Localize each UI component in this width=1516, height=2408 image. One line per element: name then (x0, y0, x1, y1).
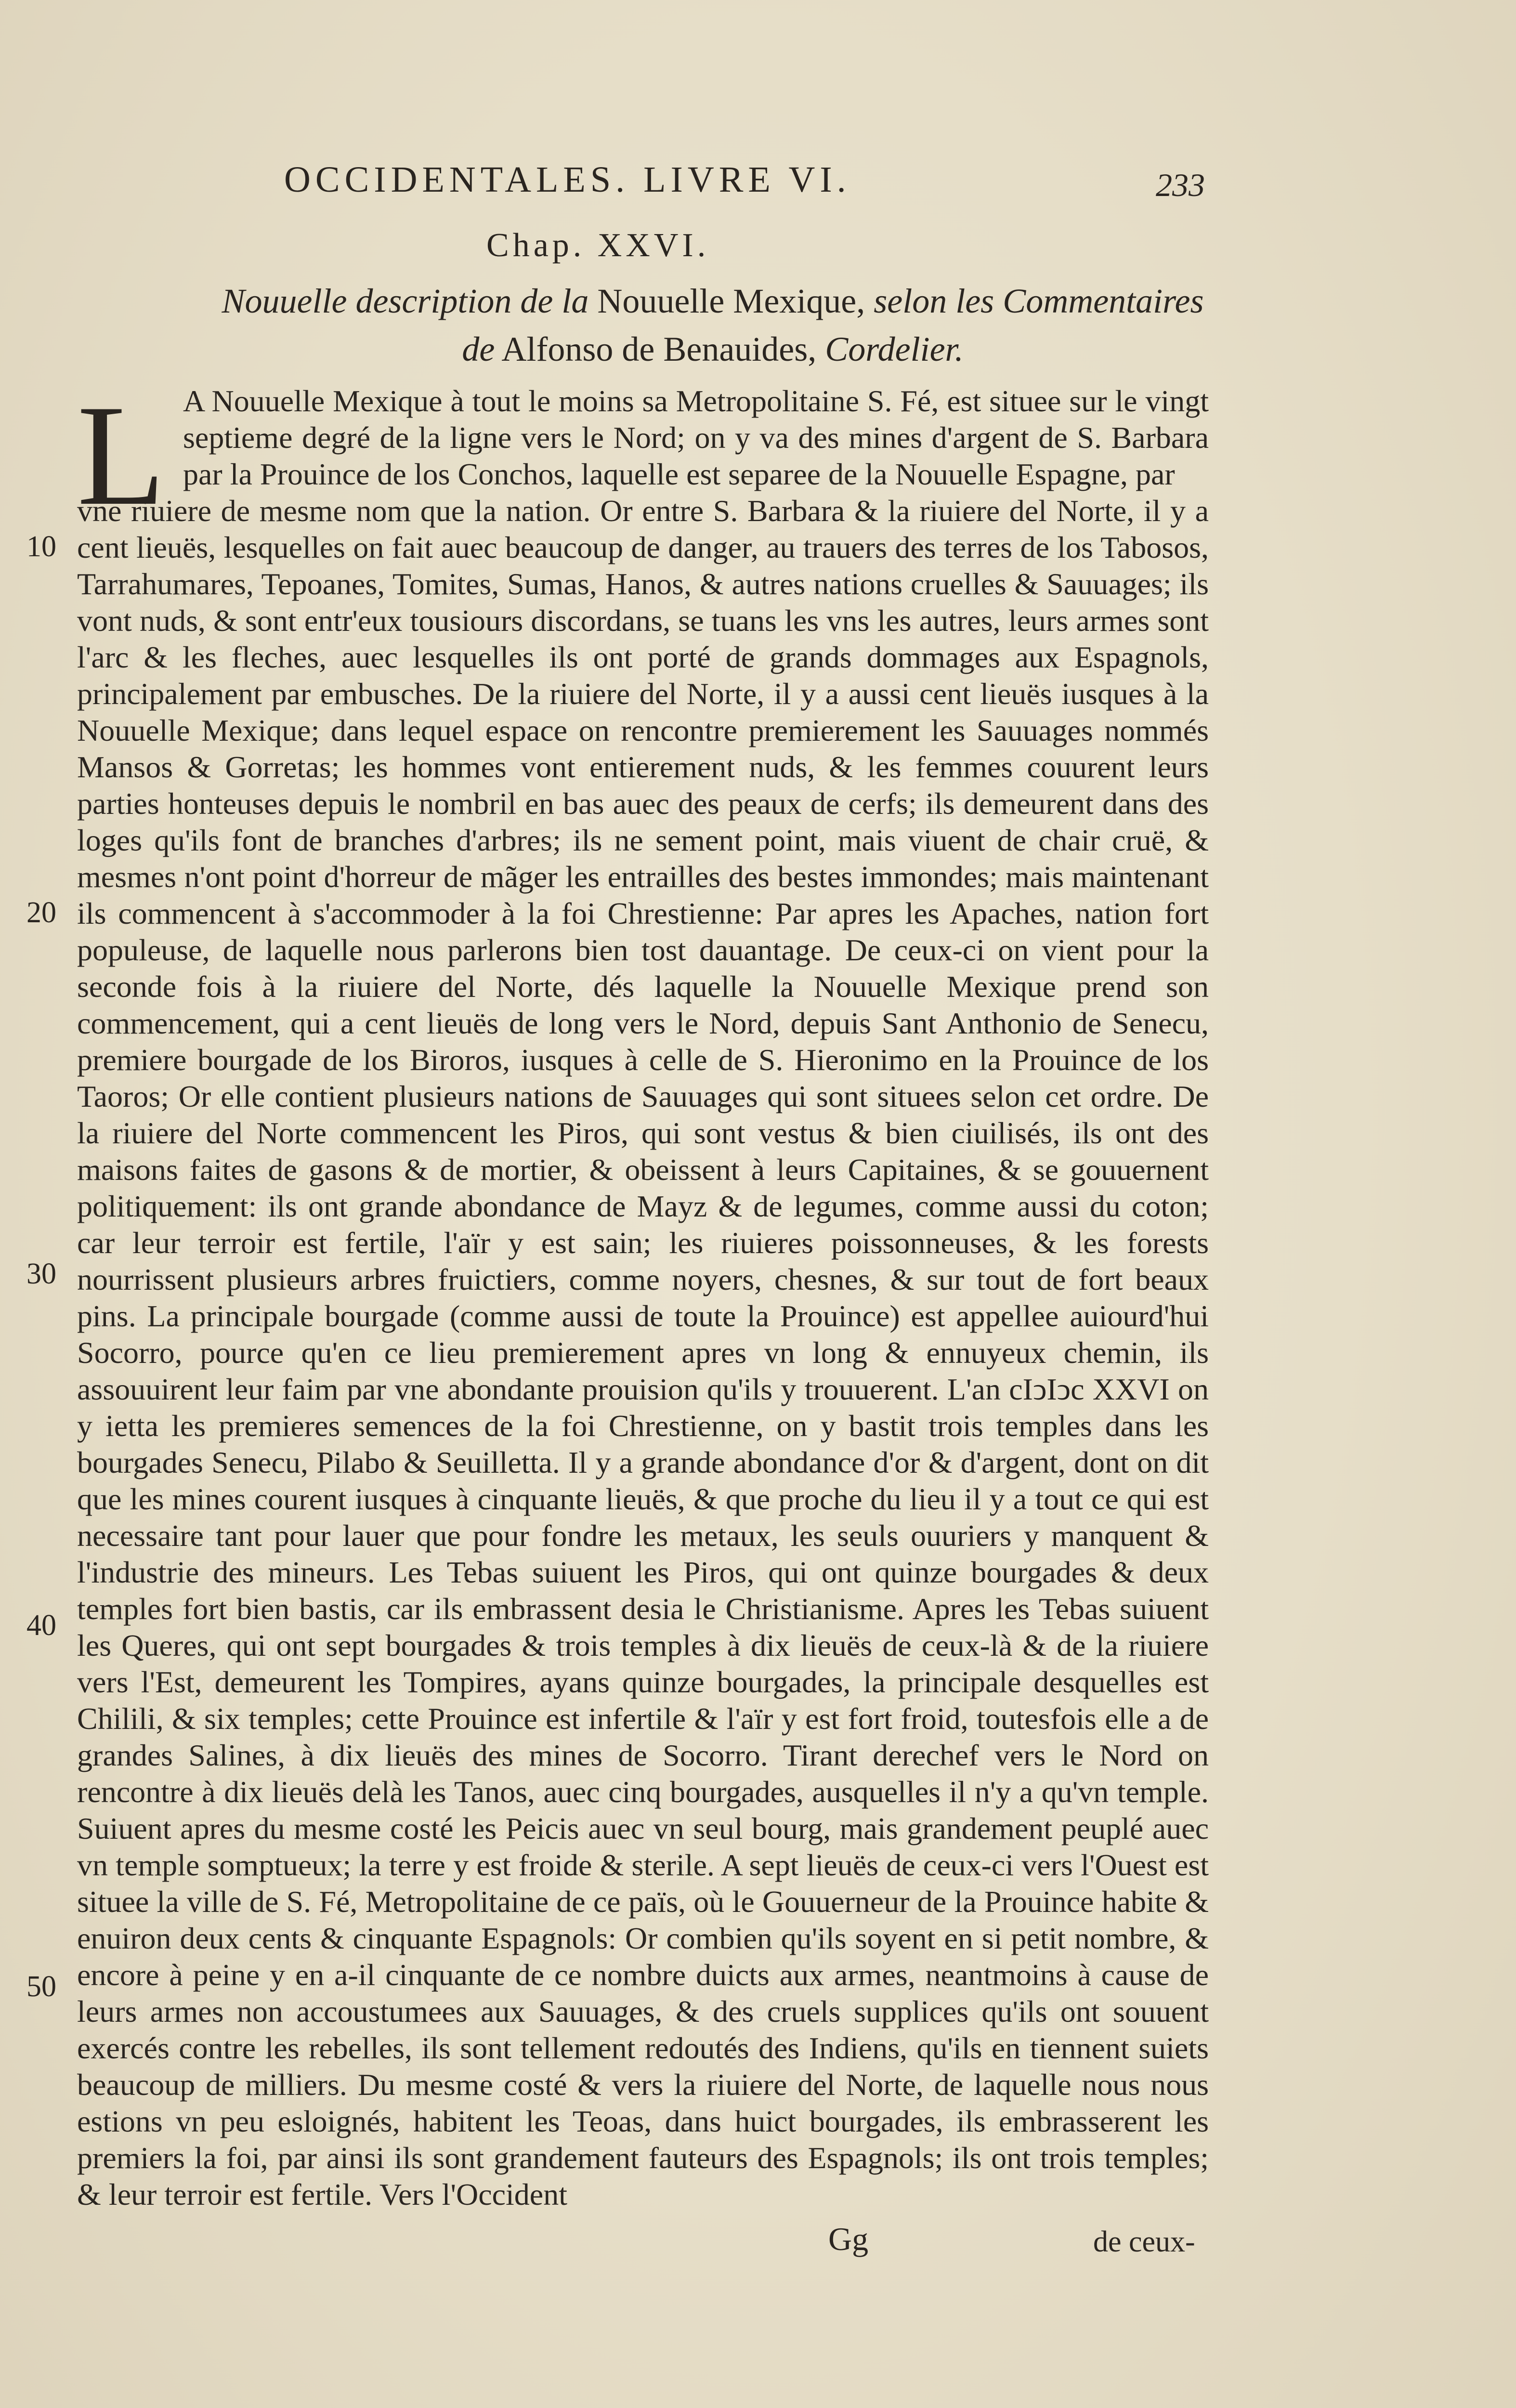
opening-paragraph: A Nouuelle Mexique à tout le moins sa Metropolitaine S. Fé, est situee sur le vingt septieme degré de la ligne vers le Nord; on y va des mines d'argent de S. Barbara par la Prouince de los Conchos, laquelle est separee de la Nouuelle Espagne, par (183, 384, 1209, 491)
drop-capital: L (77, 375, 166, 535)
main-paragraph: vne riuiere de mesme nom que la nation. Or entre S. Barbara & la riuiere del Norte, il y a cent lieuës, lesquelles on fait auec beaucoup de danger, au trauers des terres de los Tabosos, Tarrahumares, Tepoanes, Tomites, Sumas, Hanos, & autres nations cruelles & Sauuages; ils vont nuds, & sont entr'eux tousiours discordans, se tuans les vns les autres, leurs armes sont l'arc & les fleches, auec lesquelles ils ont porté de grands dommages aux Espagnols, principalement par embusches. De la riuiere del Norte, il y a aussi cent lieuës iusques à la Nouuelle Mexique; dans lequel espace on rencontre premierement les Sauuages nommés Mansos & Gorretas; les hommes vont entierement nuds, & les femmes couurent leurs parties honteuses depuis le nombril en bas auec des peaux de cerfs; ils demeurent dans des loges qu'ils font de branches d'arbres; ils ne sement point, mais viuent de chair cruë, & mesmes n'ont point d'horreur de mãger les entrailles des bestes immondes; mais maintenant ils commencent à s'accommoder à la foi Chrestienne: Par apres les Apaches, nation fort populeuse, de laquelle nous parlerons bien tost dauantage. De ceux-ci on vient pour la seconde fois à la riuiere del Norte, dés laquelle la Nouuelle Mexique prend son commencement, qui a cent lieuës de long vers le Nord, depuis Sant Anthonio de Senecu, premiere bourgade de los Biroros, iusques à celle de S. Hieronimo en la Prouince de los Taoros; Or elle contient plusieurs nations de Sauuages qui sont situees selon cet ordre. De la riuiere del Norte commencent les Piros, qui sont vestus & bien ciuilisés, ils ont des maisons faites de gasons & de mortier, & obeissent à leurs Capitaines, & se gouuernent politiquement: ils ont grande abondance de Mayz & de legumes, comme aussi du coton; car leur terroir est fertile, l'aïr y est sain; les riuieres poissonneuses, & les forests nourrissent plusieurs arbres fruictiers, comme noyers, chesnes, & sur tout de fort beaux pins. La principale bourgade (comme aussi de toute la Prouince) est appellee auiourd'hui Socorro, pource qu'en ce lieu premierement apres vn long & ennuyeux chemin, ils assouuirent leur faim par vne abondante prouision qu'ils y trouuerent. L'an cIↄIↄc XXVI on y ietta les premieres semences de la foi Chrestienne, on y bastit trois temples dans les bourgades Senecu, Pilabo & Seuilletta. Il y a grande abondance d'or & d'argent, dont on dit que les mines courent iusques à cinquante lieuës, & que proche du lieu il y a tout ce qui est necessaire tant pour lauer que pour fondre les metaux, les seuls ouuriers y manquent & l'industrie des mineurs. Les Tebas suiuent les Piros, qui ont quinze bourgades & deux temples fort bien bastis, car ils embrassent desia le Christianisme. Apres les Tebas suiuent les Queres, qui ont sept bourgades & trois temples à dix lieuës de ceux-là & de la riuiere vers l'Est, demeurent les Tompires, ayans quinze bourgades, la principale desquelles est Chilili, & six temples; cette Prouince est infertile & l'aïr y est fort froid, toutesfois elle a de grandes Salines, à dix lieuës des mines de Socorro. Tirant derechef vers le Nord on rencontre à dix lieuës delà les Tanos, auec cinq bourgades, ausquelles il n'y a qu'vn temple. Suiuent apres du mesme costé les Peicis auec vn seul bourg, mais grandement peuplé auec vn temple somptueux; la terre y est froide & sterile. A sept lieuës de ceux-ci vers l'Ouest est situee la ville de S. Fé, Metropolitaine de ce païs, où le Gouuerneur de la Prouince habite & enuiron deux cents & cinquante Espagnols: Or combien qu'ils soyent en si petit nombre, & encore à peine y en a-il cinquante de ce nombre duicts aux armes, neantmoins à cause de leurs armes non accoustumees aux Sauuages, & des cruels supplices qu'ils ont souuent exercés contre les rebelles, ils sont tellement redoutés des Indiens, qu'ils en tiennent suiets beaucoup de milliers. Du mesme costé & vers la riuiere del Norte, de laquelle nous nous estions vn peu esloignés, habitent les Teoas, dans huict bourgades, ils embrasserent les premiers la foi, par ainsi ils sont grandement fauteurs des Espagnols; ils ont trois temples; & leur terroir est fertile. Vers l'Occident (77, 494, 1209, 2212)
body-text (77, 375, 1209, 2213)
subtitle-part: selon les Commentaires (874, 282, 1204, 320)
running-head: OCCIDENTALES. LIVRE VI. (284, 159, 851, 200)
subtitle-part: de (462, 330, 495, 368)
subtitle-part: Cordelier. (825, 330, 964, 368)
line-number: 50 (26, 1970, 56, 2003)
subtitle-part: Alfonso de Benauides, (501, 330, 817, 368)
line-number: 10 (26, 530, 56, 563)
page-number: 233 (1156, 167, 1205, 203)
chapter-subtitle (159, 277, 1267, 373)
line-number: 40 (26, 1609, 56, 1642)
catchword: de ceux- (1093, 2225, 1195, 2258)
subtitle-part: Nouuelle Mexique, (597, 282, 865, 320)
line-number: 30 (26, 1257, 56, 1290)
subtitle-part: Nouuelle description de la (222, 282, 589, 320)
signature-mark: Gg (828, 2221, 869, 2257)
line-number: 20 (26, 896, 56, 929)
chapter-heading: Chap. XXVI. (486, 227, 710, 264)
